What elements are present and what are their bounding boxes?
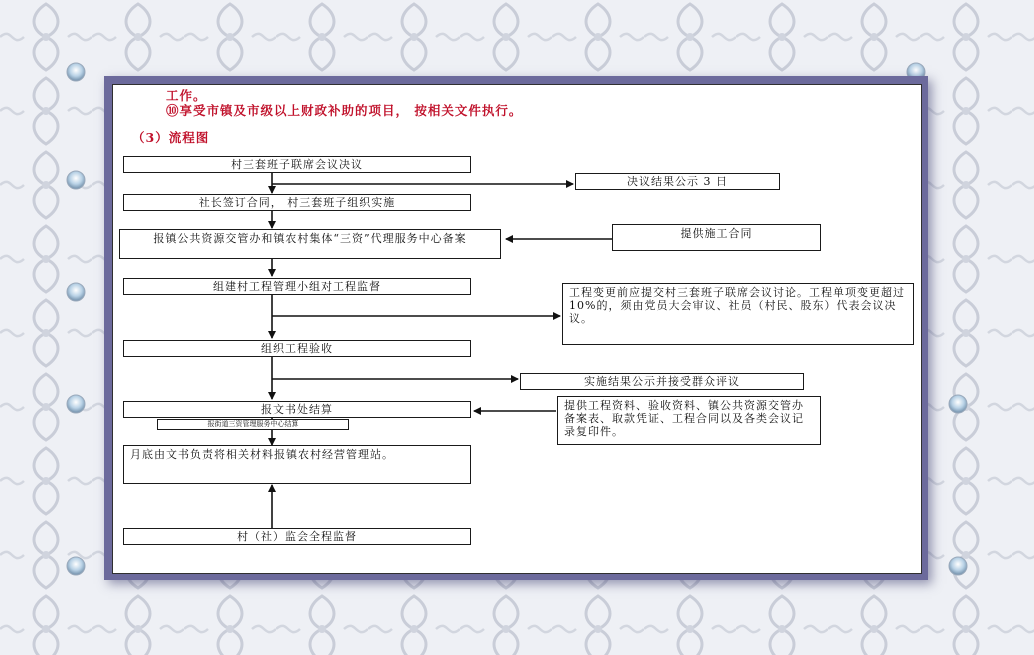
step-report-filing: 报镇公共资源交管办和镇农村集体“三资”代理服务中心备案 [119,229,501,259]
note-documents: 提供工程资料、验收资料、镇公共资源交管办备案表、取款凭证、工程合同以及各类会议记录复印件。 [557,396,821,445]
step-settlement-sub: 报街道三资管理服务中心结算 [157,419,349,430]
step-council-resolution: 村三套班子联席会议决议 [123,156,471,173]
step-settlement: 报文书处结算 [123,401,471,418]
section-title: （3）流程图 [132,130,210,145]
note-change-rule: 工程变更前应提交村三套班子联席会议讨论。工程单项变更超过 10%的，须由党员大会审议、社员（村民、股东）代表会议决议。 [562,283,914,345]
step-acceptance: 组织工程验收 [123,340,471,357]
note-construction-contract: 提供施工合同 [612,224,821,251]
rule-line-10: ⑩享受市镇及市级以上财政补助的项目， 按相关文件执行。 [166,103,523,118]
intro-line: 工作。 [166,88,207,103]
step-monthly-report: 月底由文书负责将相关材料报镇农村经营管理站。 [123,445,471,484]
step-supervision: 村（社）监会全程监督 [123,528,471,545]
step-management-group: 组建村工程管理小组对工程监督 [123,278,471,295]
note-publicity-3days: 决议结果公示 3 日 [575,173,780,190]
note-result-publicity: 实施结果公示并接受群众评议 [520,373,804,390]
step-sign-contract: 社长签订合同， 村三套班子组织实施 [123,194,471,211]
